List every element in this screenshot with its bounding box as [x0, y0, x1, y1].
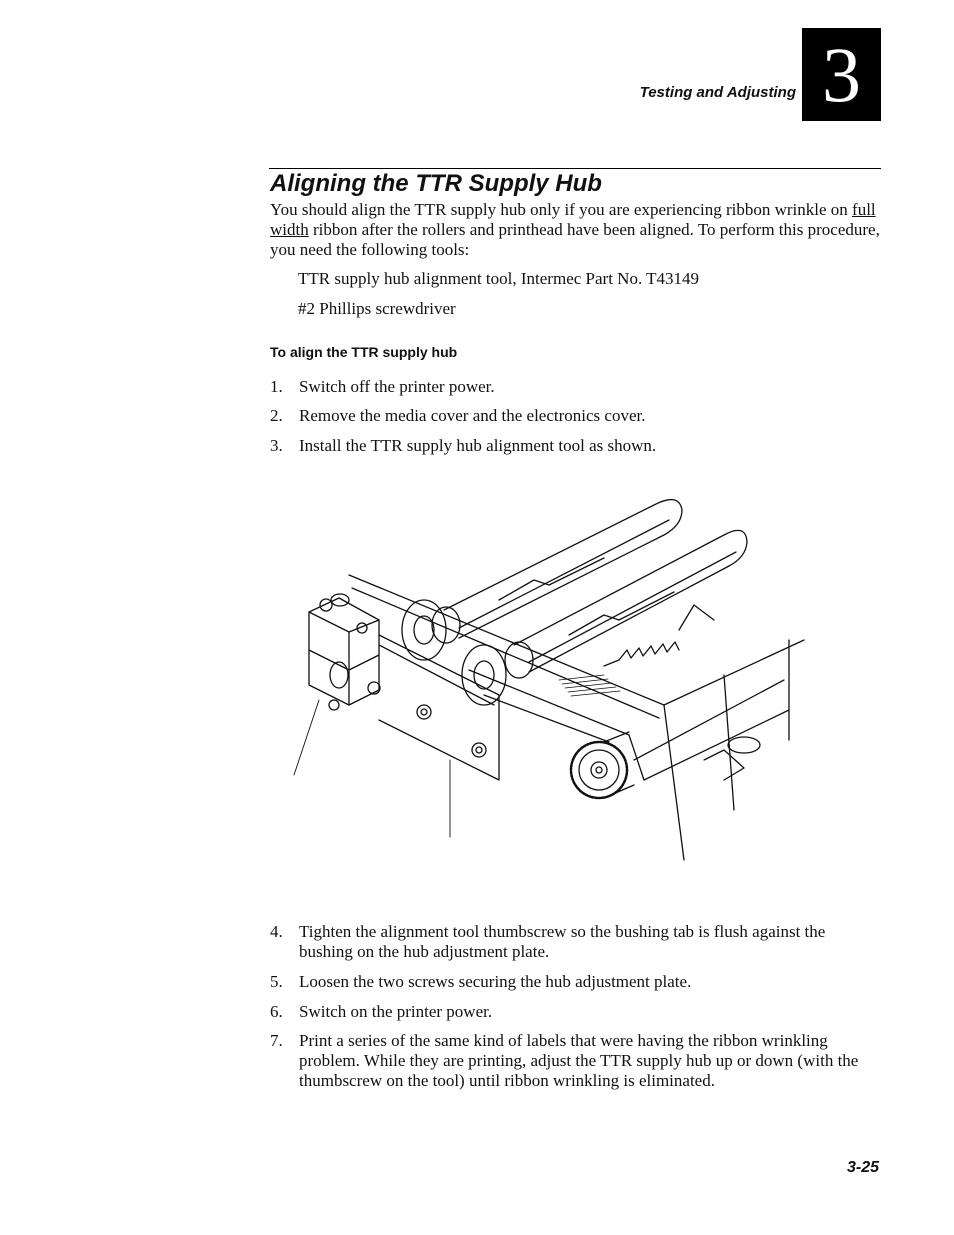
- tool-item: TTR supply hub alignment tool, Intermec Part No. T43149: [298, 269, 700, 288]
- step-number: 5.: [270, 972, 283, 991]
- intro-text-start: You should align the TTR supply hub only if you are experiencing ribbon wrinkle on: [270, 200, 853, 219]
- step-number: 1.: [270, 377, 283, 396]
- step-number: 2.: [270, 406, 283, 425]
- step-text: Remove the media cover and the electronics cover.: [299, 406, 646, 425]
- procedure-heading: To align the TTR supply hub: [270, 344, 458, 360]
- step-text: Install the TTR supply hub alignment tool as shown.: [299, 436, 657, 455]
- step-text: Switch off the printer power.: [299, 377, 495, 396]
- tool-item: #2 Phillips screwdriver: [298, 299, 456, 318]
- step-number: 7.: [270, 1031, 283, 1050]
- intro-paragraph: [270, 200, 880, 260]
- chapter-number-tab: 3: [802, 28, 881, 121]
- page-number: 3-25: [846, 1159, 879, 1176]
- step-text: Print a series of the same kind of labels that were having the ribbon wrinkling problem. While they are printing, adjust the TTR supply hub up or down (with the thumbscrew on the tool) until ribbon wrinkling is eliminated.: [299, 1031, 859, 1090]
- step-text: Tighten the alignment tool thumbscrew so the bushing tab is flush against the bushing on the hub adjustment plate.: [299, 922, 826, 961]
- intro-text-underlined: full width: [270, 200, 876, 239]
- step-number: 3.: [270, 436, 283, 455]
- step-number: 4.: [270, 922, 283, 941]
- ttr-supply-hub-alignment-illustration: [284, 480, 814, 880]
- intro-text-end: ribbon after the rollers and printhead have been aligned. To perform this procedure, you need the following tools:: [270, 220, 880, 259]
- step-text: Switch on the printer power.: [299, 1002, 493, 1021]
- running-header-title: Testing and Adjusting: [639, 84, 796, 101]
- step-text: Loosen the two screws securing the hub adjustment plate.: [299, 972, 692, 991]
- section-title: Aligning the TTR Supply Hub: [270, 170, 602, 197]
- step-number: 6.: [270, 1002, 283, 1021]
